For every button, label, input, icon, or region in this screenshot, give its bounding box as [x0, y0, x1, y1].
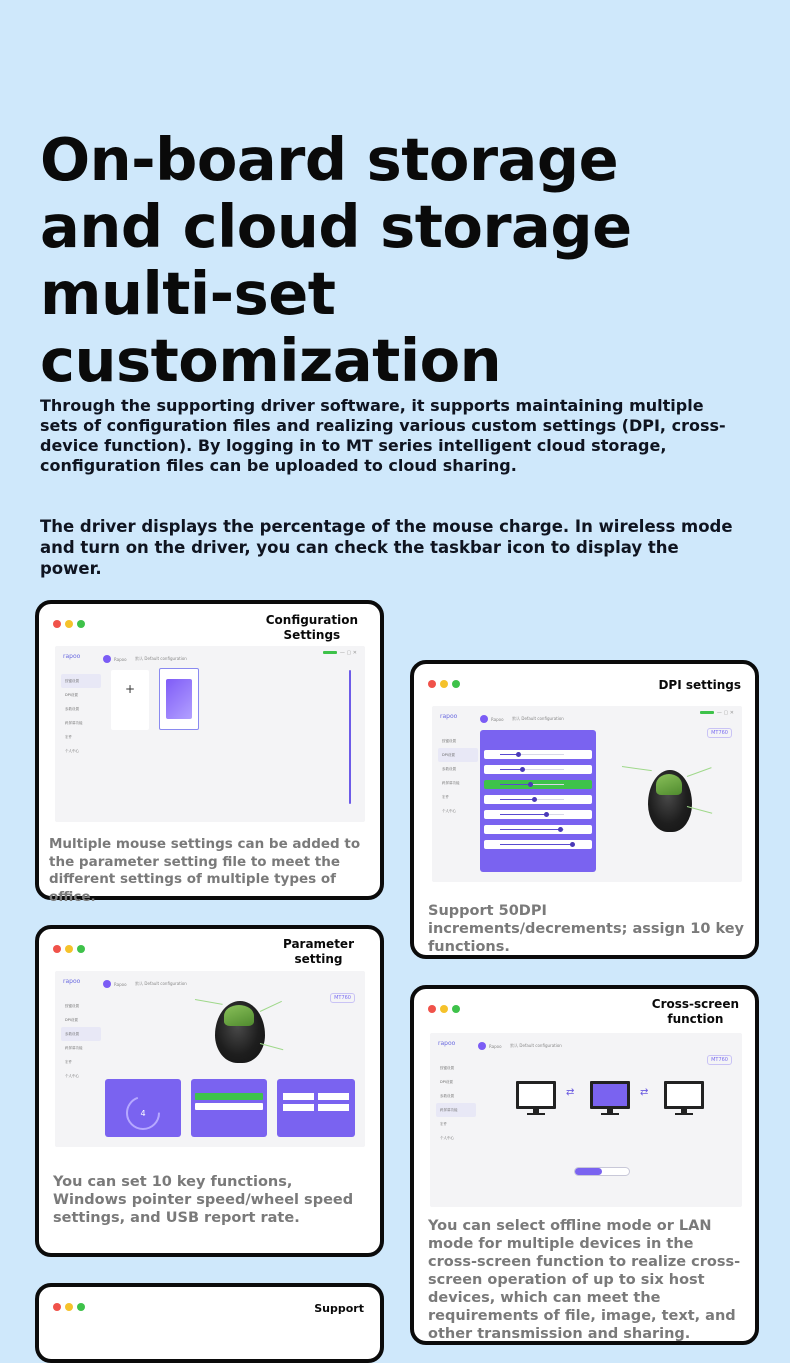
plus-icon: +	[124, 682, 136, 696]
intro-paragraph: Through the supporting driver software, it supports maintaining multiple sets of configuration files and realizing various custom settings (DPI, cross-device function). By logging in to MT series intelligent cloud storage, configuration files can be uploaded to cloud sharing.	[40, 396, 726, 475]
user-profile: Rapoo 默认 Default configuration	[103, 980, 187, 988]
host-monitor-left[interactable]	[516, 1081, 556, 1115]
mouse-image	[648, 770, 692, 832]
avatar	[103, 980, 111, 988]
config-thumbnail	[166, 679, 192, 719]
sidebar-item[interactable]: 个人中心	[440, 1136, 454, 1140]
pointer-speed-panel	[105, 1079, 181, 1137]
device-chip: MT760	[707, 728, 732, 738]
minimize-dot-icon	[65, 1303, 73, 1311]
window-controls: — ▢ ✕	[700, 710, 734, 716]
sidebar-item[interactable]: 参数设置	[61, 1027, 101, 1041]
avatar	[103, 655, 111, 663]
app-screenshot	[432, 706, 742, 882]
maximize-dot-icon	[77, 1303, 85, 1311]
app-logo: rapoo	[63, 978, 81, 985]
dpi-slider[interactable]	[484, 795, 592, 804]
swap-arrows-icon: ⇄	[640, 1087, 649, 1098]
user-profile: Rapoo 默认 Default configuration	[103, 655, 187, 663]
card-caption: You can set 10 key functions, Windows pointer speed/wheel speed settings, and USB report rate.	[53, 1174, 354, 1226]
config-settings-card	[35, 600, 384, 905]
dpi-settings-card	[410, 660, 759, 959]
sidebar-item[interactable]: 按键设置	[61, 674, 101, 688]
avatar	[480, 715, 488, 723]
app-screenshot	[55, 971, 365, 1147]
card-caption: Multiple mouse settings can be added to the parameter setting file to meet the different settings of multiple types of office.	[49, 836, 361, 905]
sidebar-item[interactable]: 按键设置	[442, 739, 456, 743]
sidebar-item[interactable]: 宏件	[65, 735, 72, 739]
dpi-panel	[480, 730, 596, 872]
minimize-dot-icon	[440, 1005, 448, 1013]
maximize-dot-icon	[452, 1005, 460, 1013]
sidebar-item[interactable]: DPI设置	[65, 1018, 78, 1022]
sidebar-item[interactable]: 参数设置	[65, 707, 79, 711]
user-profile: Rapoo 默认 Default configuration	[478, 1042, 562, 1050]
dpi-slider[interactable]	[484, 810, 592, 819]
app-logo: rapoo	[63, 653, 81, 660]
card-title: Support	[314, 1302, 364, 1315]
card-caption: You can select offline mode or LAN mode for multiple devices in the cross-screen function to realize cross-screen operation of up to six host devices, which can meet the requirements of file, image, text, and other transmission and sharing.	[428, 1218, 741, 1342]
card-title: Configuration Settings	[265, 613, 358, 642]
card-caption: Support 50DPI increments/decrements; assign 10 key functions.	[428, 903, 744, 955]
window-dots	[428, 1005, 460, 1013]
window-dots	[428, 680, 460, 688]
support-card	[35, 1283, 384, 1363]
sidebar-item[interactable]: 按键设置	[65, 1004, 79, 1008]
page-title: On-board storage and cloud storage multi-set customization	[40, 125, 632, 395]
app-logo: rapoo	[440, 713, 458, 720]
minimize-dot-icon	[440, 680, 448, 688]
close-dot-icon	[53, 1303, 61, 1311]
dpi-slider[interactable]	[484, 840, 592, 849]
window-controls: — ▢ ✕	[323, 650, 357, 656]
sidebar	[61, 999, 101, 1083]
close-dot-icon	[53, 945, 61, 953]
usb-report-panel	[277, 1079, 355, 1137]
dpi-slider[interactable]	[484, 780, 592, 789]
battery-icon	[700, 711, 714, 714]
sidebar	[438, 734, 478, 818]
dpi-slider[interactable]	[484, 765, 592, 774]
sidebar-item[interactable]: 跨屏幕功能	[442, 781, 460, 785]
avatar	[478, 1042, 486, 1050]
sidebar-item[interactable]: 跨屏幕功能	[65, 1046, 83, 1050]
minimize-dot-icon	[65, 620, 73, 628]
dpi-slider[interactable]	[484, 750, 592, 759]
device-chip: MT760	[330, 993, 355, 1003]
close-dot-icon	[428, 680, 436, 688]
sidebar-item[interactable]: 个人中心	[65, 749, 79, 753]
window-dots	[53, 620, 85, 628]
sidebar-item[interactable]: 个人中心	[442, 809, 456, 813]
sidebar-item[interactable]: 个人中心	[65, 1074, 79, 1078]
host-monitor-center[interactable]	[590, 1081, 630, 1115]
app-logo: rapoo	[438, 1040, 456, 1047]
card-title: Parameter setting	[282, 937, 354, 966]
host-monitor-right[interactable]	[664, 1081, 704, 1115]
speed-gauge-icon	[105, 1079, 181, 1133]
sidebar-item[interactable]: 宏件	[442, 795, 449, 799]
mode-toggle[interactable]	[574, 1167, 630, 1176]
scrollbar[interactable]	[349, 670, 351, 804]
sidebar-item[interactable]: 宏件	[65, 1060, 72, 1064]
sidebar	[436, 1061, 476, 1145]
parameter-setting-card	[35, 925, 384, 1257]
add-config-button[interactable]	[111, 670, 149, 730]
app-screenshot	[430, 1033, 742, 1207]
maximize-dot-icon	[452, 680, 460, 688]
app-screenshot	[55, 646, 365, 822]
sidebar-item[interactable]: 跨屏幕功能	[436, 1103, 476, 1117]
sidebar-item[interactable]: DPI设置	[65, 693, 78, 697]
speed-value: 4	[140, 1109, 146, 1118]
battery-paragraph: The driver displays the percentage of the mouse charge. In wireless mode and turn on the driver, you can check the taskbar icon to display the power.	[40, 517, 733, 578]
device-chip: MT760	[707, 1055, 732, 1065]
close-dot-icon	[53, 620, 61, 628]
sidebar-item[interactable]: DPI设置	[438, 748, 478, 762]
user-profile: Rapoo 默认 Default configuration	[480, 715, 564, 723]
cross-screen-card	[410, 985, 759, 1345]
close-dot-icon	[428, 1005, 436, 1013]
sidebar-item[interactable]: 参数设置	[440, 1094, 454, 1098]
dpi-slider[interactable]	[484, 825, 592, 834]
config-card[interactable]	[159, 668, 199, 730]
sidebar-item[interactable]: 跨屏幕功能	[65, 721, 83, 725]
sidebar	[61, 674, 101, 758]
battery-icon	[323, 651, 337, 654]
sidebar-item[interactable]: DPI设置	[440, 1080, 453, 1084]
maximize-dot-icon	[77, 620, 85, 628]
sidebar-item[interactable]: 参数设置	[442, 767, 456, 771]
swap-arrows-icon: ⇄	[566, 1087, 575, 1098]
maximize-dot-icon	[77, 945, 85, 953]
sidebar-item[interactable]: 宏件	[440, 1122, 447, 1126]
card-title: DPI settings	[658, 678, 741, 692]
card-title: Cross-screen function	[651, 997, 739, 1026]
minimize-dot-icon	[65, 945, 73, 953]
window-dots	[53, 945, 85, 953]
sidebar-item[interactable]: 按键设置	[440, 1066, 454, 1070]
wheel-speed-panel	[191, 1079, 267, 1137]
mouse-image	[215, 1001, 265, 1063]
window-dots	[53, 1303, 85, 1311]
